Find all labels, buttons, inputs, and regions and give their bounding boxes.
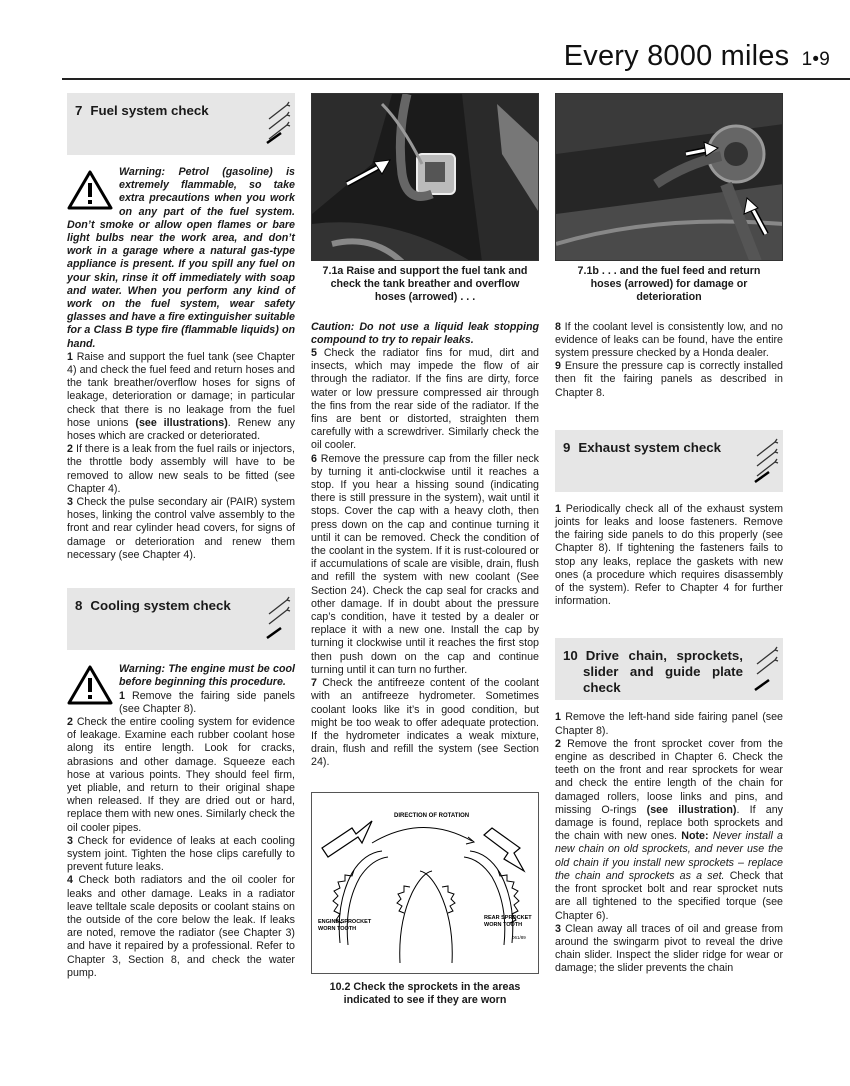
para-num: 3 [555,922,561,935]
warning-triangle-icon [67,170,113,210]
section-number: 9 [563,439,571,455]
difficulty-spanners-icon [753,436,779,486]
note-text: Never install a new chain on old sprockets, and never use the old chain if you install new sprockets – replace the chain and sprockets as a set. [555,830,783,882]
rotation-label: DIRECTION OF ROTATION [394,812,470,819]
sprocket-wear-diagram [312,793,538,973]
section-9-heading [555,430,783,492]
column-right [555,93,783,976]
warning-text: Warning: The engine must be cool before beginning this procedure. [119,663,295,689]
para-text: Check that the front sprocket bolt and rear sprocket nuts are all tightened to the specified torque (see Chapter 6). [555,869,784,922]
para-text: Check the entire cooling system for evidence of leakage. Examine each rubber coolant hose along its entire length. Look for cracks, abrasions and other damage. Squeeze each hose at various points. They should feel firm, yet pliable, and return to their original shape when released. If they are dried out or hard, replace them with new ones. Similarly check the oil cooler pipes. [67,715,295,834]
difficulty-spanners-icon [265,99,291,149]
engine-sprocket-label: ENGINE SPROCKET [318,918,372,925]
paragraph [67,874,295,980]
paragraph [555,923,783,976]
para-num: 3 [67,834,73,847]
para-text: Check both radiators and the oil cooler for leaks and other damage. Leaks in a radiator leave telltale scale deposits or coolant stains on the outside of the core below the leak. If leaks are noted, remove the radiator (see Chapter 3) and have it repaired by a professional. Refer to Chapter 3, Section 8, and check the water pump. [67,874,295,979]
warning-triangle-icon [67,665,113,705]
para-text: Check the radiator fins for mud, dirt and insects, which may impede the flow of air through the radiator. If the fins are dirty, force water or low pressure compressed air through the fins from the rear side of the radiator. If the fins are bent or distorted, straighten them carefully with a screwdriver. Similarly check the oil cooler. [311,347,539,452]
para-text: Remove the left-hand side fairing panel (see Chapter 8). [555,711,783,737]
para-text: Clean away all traces of oil and grease from around the swingarm pivot to reveal the drive chain slider. Inspect the slider ridge for wear or damage; the slider prevents the chain [555,922,783,975]
para-text: Raise and support the fuel tank (see Chapter 4) and check the fuel feed and return hoses and the tank breather/overflow hoses for signs of leakage, deterioration or damage; in particular check that there is no leakage from the fuel hose unions [67,350,295,429]
sprocket-diagram [311,792,539,974]
difficulty-spanners-icon [753,644,779,694]
para-num: 5 [311,347,317,360]
paragraph [67,351,295,443]
page-number: 1•9 [801,49,830,70]
illustration-ref: (see illustrations) [135,416,228,429]
para-text: If there is a leak from the fuel rails or injectors, the throttle body assembly will have to be removed to allow new seals to be fitted (see Chapter 4). [67,443,295,495]
para-text: Check for evidence of leaks at each cooling system joint. Tighten the hose clips carefully to prevent future leaks. [67,834,295,874]
fuel-warning [67,166,295,351]
section-7-heading [67,93,295,155]
section-title: Fuel system check [90,103,209,118]
para-num: 2 [67,443,73,456]
para-num: 1 [67,350,73,363]
photo-fuel-hoses [555,93,783,261]
para-text: Ensure the pressure cap is correctly installed then fit the fairing panels as described in Chapter 8. [555,360,783,399]
figure-caption: 7.1a Raise and support the fuel tank and check the tank breather and overflow hoses (arrowed) . . . [322,265,528,304]
section-number: 7 [75,103,83,118]
para-num: 2 [555,737,561,750]
chapter-title: Every 8000 miles [563,40,790,72]
para-text: Remove the pressure cap from the filler neck by turning it anti-clockwise until it reaches a stop. If you hear a hissing sound (indicating there is still pressure in the system), wait until it stops. Cover the cap with a heavy cloth, then press down on the cap and continue turning it until it can be removed. Check the condition of the coolant in the system. If it is rust-coloured or if accumulations of scale are visible, drain, flush and refill the system with new coolant (See Section 24). Check the cap seal for cracks and other damage. If in doubt about the pressure cap’s condition, have it tested by a dealer or replace it with a new one. Install the cap by turning it clockwise until it reaches the first stop then push down on the cap and continue turning until it can turn no further. [311,452,539,676]
section-title: Cooling system check [90,598,231,614]
para-num: 1 [555,502,561,515]
paragraph [555,711,783,737]
para-text: . If any damage is found, replace both sprockets and the chain with new ones. [555,803,783,843]
para-num: 2 [67,715,73,728]
para-num: 4 [67,874,73,887]
para-text: Check the antifreeze content of the coolant with an antifreeze hydrometer. Sometimes coolant looks like it’s in good condition, but might be too weak to offer adequate protection. If the hydrometer indicates a weak mixture, drain, flush and refill the system (see Section 24). [311,677,539,769]
para-num: 6 [311,452,317,465]
para-text: Check the pulse secondary air (PAIR) system hoses, linking the control valve assembly to the front and rear cylinder head covers, for signs of damage or deterioration and renew them necessary (see Chapter 4). [67,496,295,561]
column-left [67,93,295,980]
figure-ref-code: 061/89 [512,934,526,940]
section-10-heading [555,638,783,700]
column-middle [311,93,539,1007]
paragraph [555,321,783,361]
fuel-tank-photo-image [312,94,539,261]
paragraph [555,738,783,923]
difficulty-spanners-icon [265,594,291,644]
paragraph [67,443,295,496]
paragraph [555,503,783,609]
para-num: 3 [67,496,73,509]
header-rule [62,78,850,80]
rear-worn-tooth-label: WORN TOOTH [484,921,523,928]
section-number: 10 [563,648,578,664]
section-8-heading [67,588,295,650]
para-text: Remove the front sprocket cover from the engine as described in Chapter 6. Check the teeth on the front and rear sprockets for wear and check the entire length of the chain for damaged rollers, loose links and pins, and missing O-rings [555,737,783,816]
caution-text: Caution: Do not use a liquid leak stopping compound to try to repair leaks. [311,320,539,346]
photo-fuel-tank [311,93,539,261]
section-number: 8 [75,598,83,614]
engine-worn-tooth-label: WORN TOOTH [318,925,357,932]
para-num: 7 [311,677,317,690]
para-text: Remove the fairing side panels (see Chapter 8). [119,689,295,715]
caution [311,321,539,347]
note-label: Note: [681,830,709,843]
page-header [564,40,830,73]
paragraph [555,360,783,400]
figure-caption: 10.2 Check the sprockets in the areas indicated to see if they are worn [329,980,521,1006]
para-text: . Renew any hoses which are cracked or deteriorated. [67,416,295,443]
cooling-warning [67,661,295,689]
illustration-ref: (see illustration) [646,803,737,816]
para-num: 1 [555,711,561,724]
section-title: Drive chain, sprockets, slider and guide plate check [583,648,743,696]
para-num: 8 [555,320,561,333]
paragraph [67,835,295,875]
para-num: 1 [119,689,125,702]
paragraph [67,496,295,562]
para-num: 9 [555,360,561,373]
figure-caption: 7.1b . . . and the fuel feed and return hoses (arrowed) for damage or deterioration [577,265,761,304]
paragraph [311,347,539,453]
para-text: If the coolant level is consistently low, and no evidence of leaks can be found, have the entire system pressure checked by a Honda dealer. [555,320,783,360]
section-title: Exhaust system check [578,439,722,455]
fuel-hoses-photo-image [556,94,783,261]
paragraph [67,716,295,835]
paragraph [311,453,539,677]
paragraph [311,677,539,769]
rear-sprocket-label: REAR SPROCKET [484,914,532,921]
warning-text: Warning: Petrol (gasoline) is extremely flammable, so take extra precautions when you work on any part of the fuel system. Don’t smoke or allow open flames or bare light bulbs near the work area, and don’t work in a garage where a natural gas-type appliance is present. If you spill any fuel on your skin, rinse it off immediately with soap and water. When you perform any kind of work on the fuel system, wear safety glasses and have a fire extinguisher suitable for a Class B type fire (flammable liquids) on hand. [67,166,295,350]
para-text: Periodically check all of the exhaust system joints for leaks and loose fasteners. Remove the fairing side panels to do this properly (see Chapter 8). If tightening the fasteners fails to stop any leaks, replace the gaskets with new ones (a procedure which requires disassembly of the system). Refer to Chapter 4 for further information. [555,502,783,608]
